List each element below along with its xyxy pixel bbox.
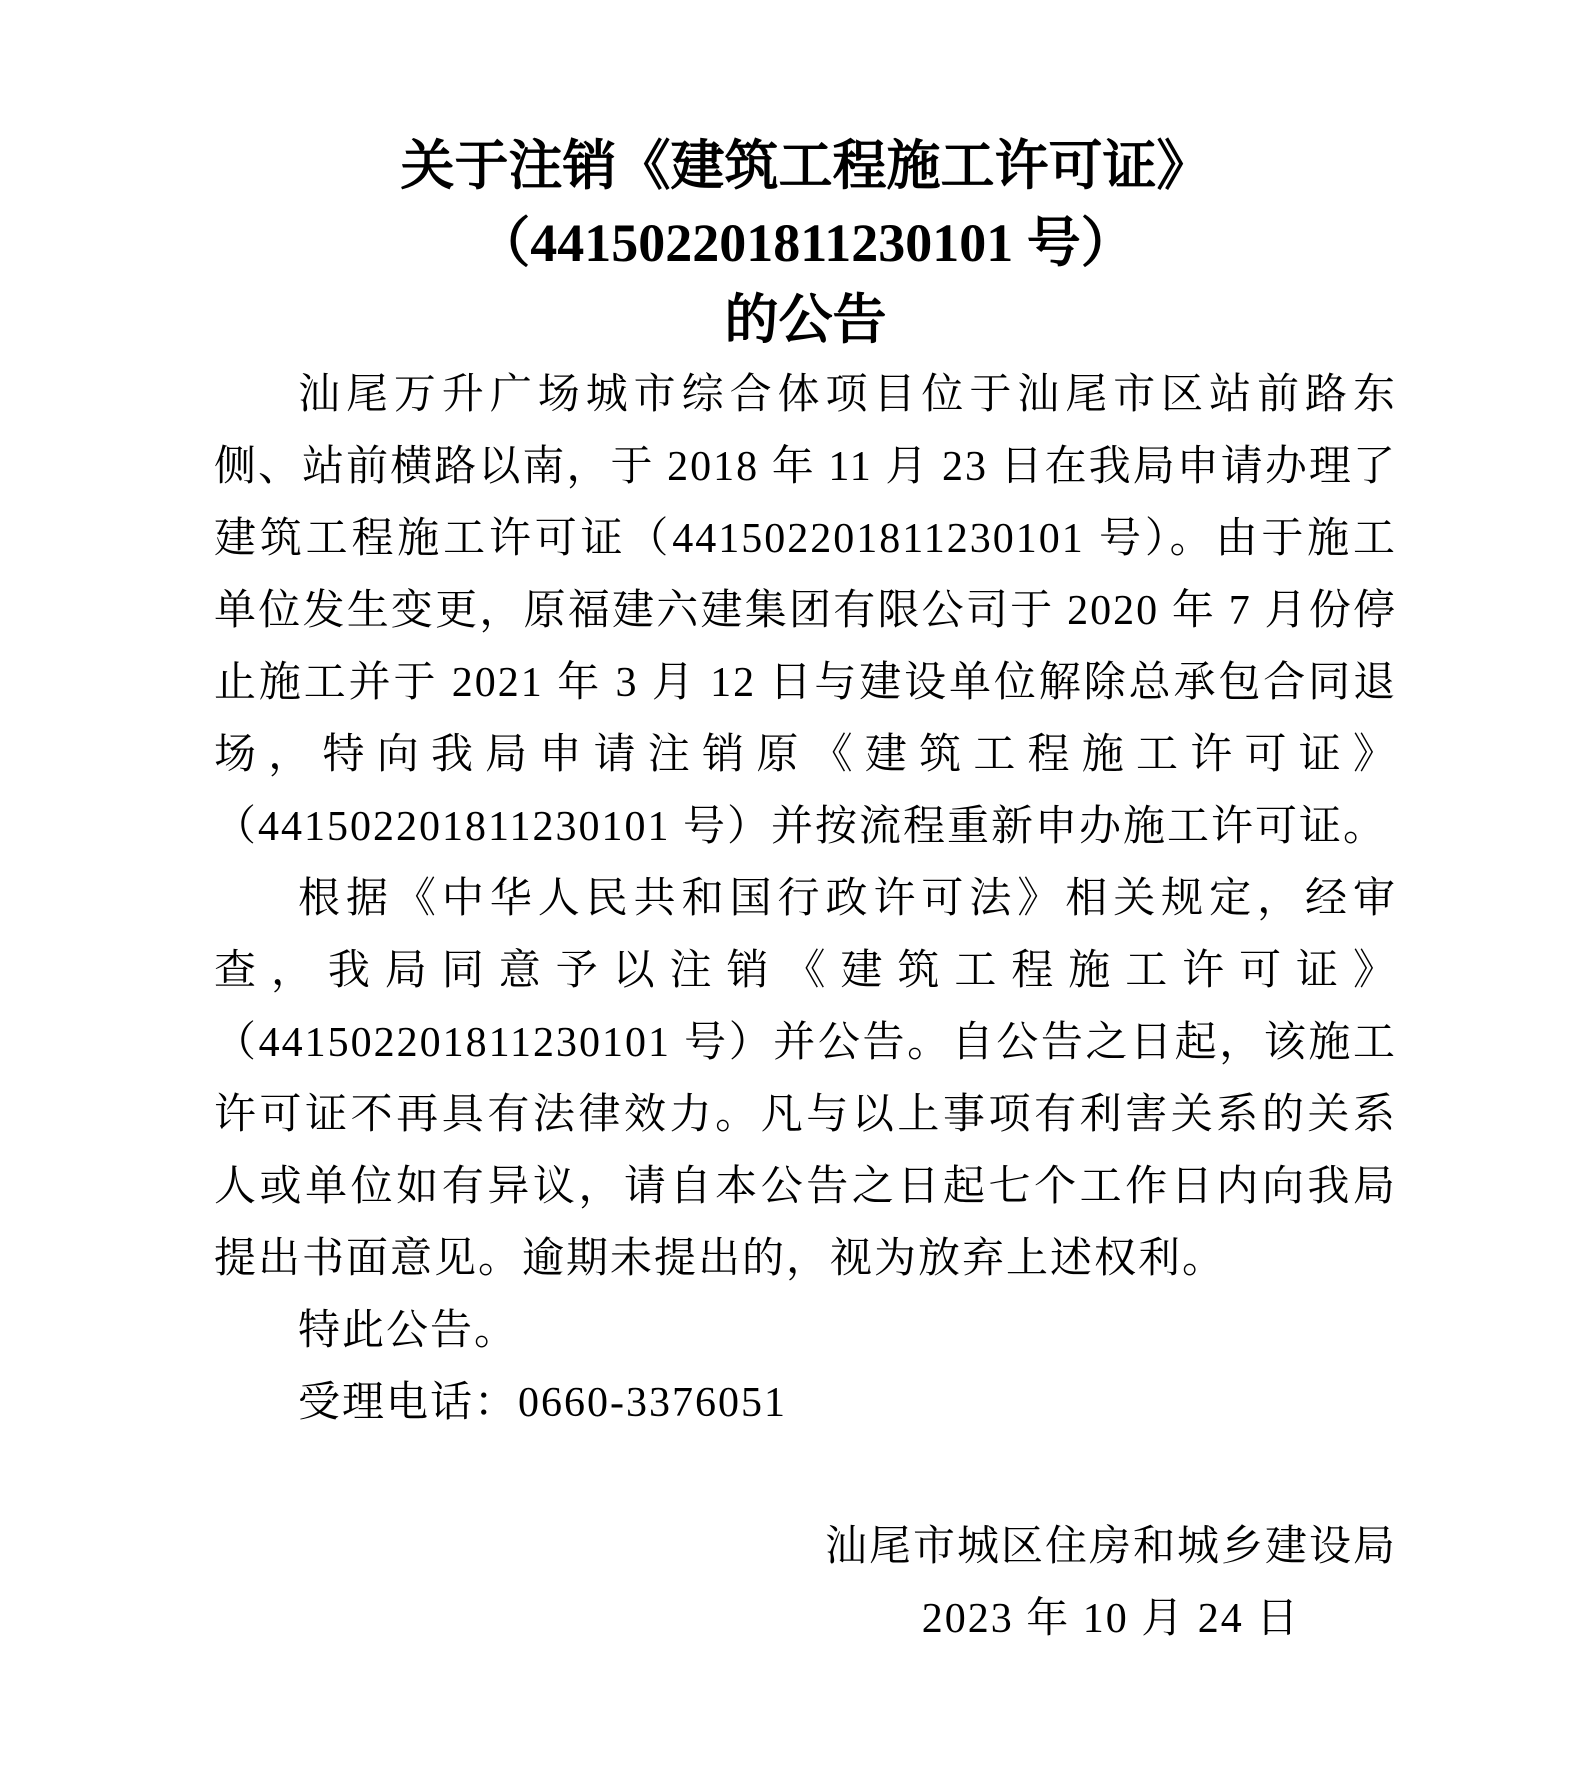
title-line-1: 关于注销《建筑工程施工许可证》	[400, 136, 1211, 196]
issue-date: 2023 年 10 月 24 日	[921, 1596, 1301, 1642]
title-line-2-permit-number: （441502201811230101 号）	[476, 213, 1135, 273]
hotline-number: 0660-3376051	[518, 1380, 788, 1426]
announcement-title	[214, 128, 1397, 359]
title-line-3: 的公告	[724, 290, 887, 350]
signature-block	[825, 1511, 1397, 1655]
body-paragraph-project-background: 汕尾万升广场城市综合体项目位于汕尾市区站前路东侧、站前横路以南，于 2018 年 11 月 23 日在我局申请办理了建筑工程施工许可证（441502201811230101 号）。由于施工单位发生变更，原福建六建集团有限公司于 2020 年 7 月份停止施工并于 2021 年 3 月 12 日与建设单位解除总承包合同退场，特向我局申请注销原《建筑工程施工许可证》（441502201811230101 号）并按流程重新申办施工许可证。	[214, 372, 1397, 850]
hotline-label: 受理电话：	[298, 1380, 519, 1426]
hotline-line	[214, 1367, 1397, 1439]
issuer-signature: 汕尾市城区住房和城乡建设局	[824, 1524, 1397, 1570]
announcement-body	[214, 359, 1397, 1439]
body-paragraph-decision: 根据《中华人民共和国行政许可法》相关规定，经审查，我局同意予以注销《建筑工程施工许可证》（441502201811230101 号）并公告。自公告之日起，该施工许可证不再具有法律效力。凡与以上事项有利害关系的关系人或单位如有异议，请自本公告之日起七个工作日内向我局提出书面意见。逾期未提出的，视为放弃上述权利。	[214, 876, 1397, 1282]
closing-statement: 特此公告。	[298, 1308, 519, 1354]
blank-line	[214, 1439, 1397, 1511]
